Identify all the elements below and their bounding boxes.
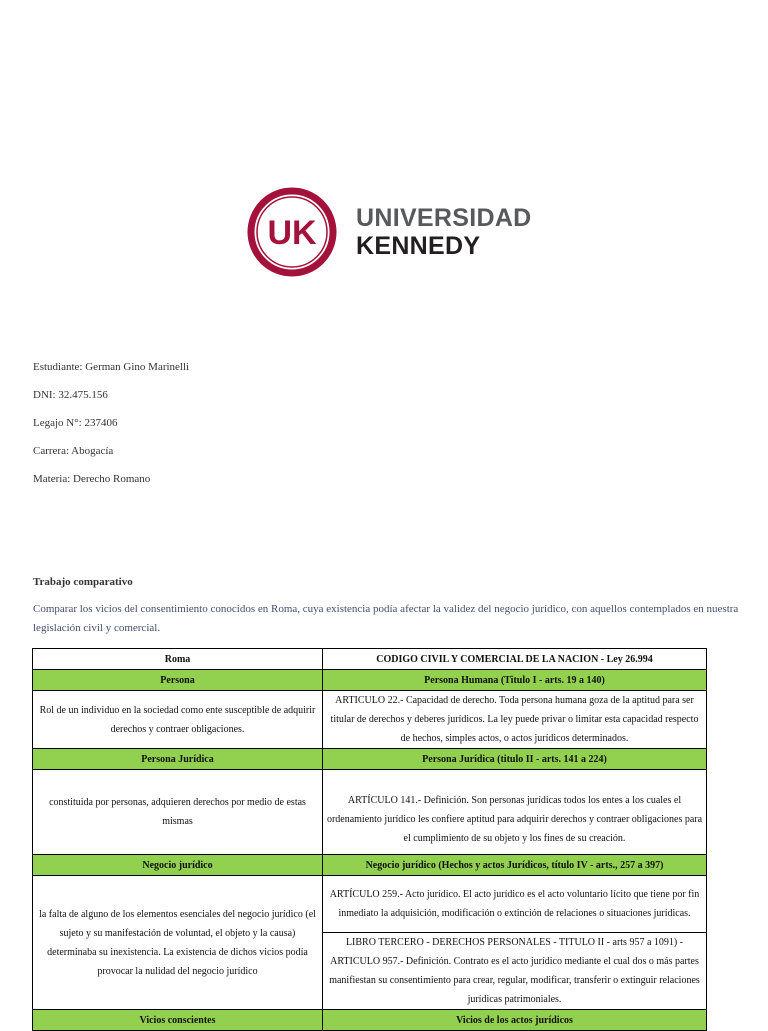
cell-codigo: ARTICULO 22.- Capacidad de derecho. Toda persona humana goza de la aptitud para ser titular de derechos y deberes jurídicos. La ley puede privar o limitar esta capacidad respecto de hechos, simples actos, o actos jurídicos determinados. bbox=[323, 691, 707, 749]
comparison-table bbox=[32, 648, 707, 1031]
section-row-vicios bbox=[33, 1010, 707, 1031]
university-logo bbox=[246, 186, 546, 278]
assignment-intro: Comparar los vicios del consentimiento conocidos en Roma, cuya existencia podía afectar la validez del negocio jurídico, con aquellos contemplados en nuestra legislación civil y comercial. bbox=[33, 603, 739, 634]
cell-roma: la falta de alguno de los elementos esenciales del negocio jurídico (el sujeto y su manifestación de voluntad, el objeto y la causa) determinaba su inexistencia. La existencia de dichos vicios podía provocar la nulidad del negocio jurídico bbox=[33, 876, 323, 1010]
section-title-left: Persona bbox=[33, 670, 323, 691]
section-title-right: Negocio jurídico (Hechos y actos Jurídicos, título IV - arts., 257 a 397) bbox=[323, 855, 707, 876]
section-row-negocio bbox=[33, 855, 707, 876]
section-row-persona-juridica bbox=[33, 749, 707, 770]
logo-initials: UK bbox=[267, 214, 317, 252]
assignment-title: Trabajo comparativo bbox=[33, 576, 133, 588]
cell-codigo-contrato: LIBRO TERCERO - DERECHOS PERSONALES - TITULO II - arts 957 a 1091) - ARTICULO 957.- Definición. Contrato es el acto jurídico mediante el cual dos o más partes manifiestan su consentimiento para crear, regular, modificar, transferir o extinguir relaciones jurídicas patrimoniales. bbox=[323, 933, 707, 1010]
section-title-left: Persona Jurídica bbox=[33, 749, 323, 770]
logo-line-2: KENNEDY bbox=[356, 232, 481, 260]
section-title-right: Persona Humana (Titulo I - arts. 19 a 140) bbox=[323, 670, 707, 691]
table-row bbox=[33, 876, 707, 933]
table-row bbox=[33, 691, 707, 749]
section-title-right: Vicios de los actos jurídicos bbox=[323, 1010, 707, 1031]
section-title-left: Vicios conscientes bbox=[33, 1010, 323, 1031]
logo-line-1: UNIVERSIDAD bbox=[356, 204, 532, 232]
cell-codigo-acto: ARTÍCULO 259.- Acto jurídico. El acto jurídico es el acto voluntario lícito que tiene por fin inmediato la adquisición, modificación o extinción de relaciones o situaciones jurídicas. bbox=[323, 876, 707, 933]
cell-roma: Rol de un individuo en la sociedad como ente susceptible de adquirir derechos y contraer obligaciones. bbox=[33, 691, 323, 749]
student-dni: DNI: 32.475.156 bbox=[33, 389, 108, 401]
uk-circle-icon bbox=[246, 186, 338, 278]
header-codigo: CODIGO CIVIL Y COMERCIAL DE LA NACION - Ley 26.994 bbox=[323, 649, 707, 670]
table-header-row bbox=[33, 649, 707, 670]
section-title-right: Persona Jurídica (titulo II - arts. 141 a 224) bbox=[323, 749, 707, 770]
section-title-left: Negocio jurídico bbox=[33, 855, 323, 876]
cell-roma: constituida por personas, adquieren derechos por medio de estas mismas bbox=[33, 770, 323, 855]
cell-codigo: ARTÍCULO 141.- Definición. Son personas jurídicas todos los entes a los cuales el ordenamiento jurídico les confiere aptitud para adquirir derechos y contraer obligaciones para el cumplimiento de su objeto y los fines de su creación. bbox=[323, 770, 707, 855]
student-name: Estudiante: German Gino Marinelli bbox=[33, 361, 190, 373]
student-legajo: Legajo N°: 237406 bbox=[33, 417, 118, 429]
section-row-persona bbox=[33, 670, 707, 691]
student-materia: Materia: Derecho Romano bbox=[33, 473, 151, 485]
student-carrera: Carrera: Abogacía bbox=[33, 445, 114, 457]
header-roma: Roma bbox=[33, 649, 323, 670]
table-row bbox=[33, 770, 707, 855]
